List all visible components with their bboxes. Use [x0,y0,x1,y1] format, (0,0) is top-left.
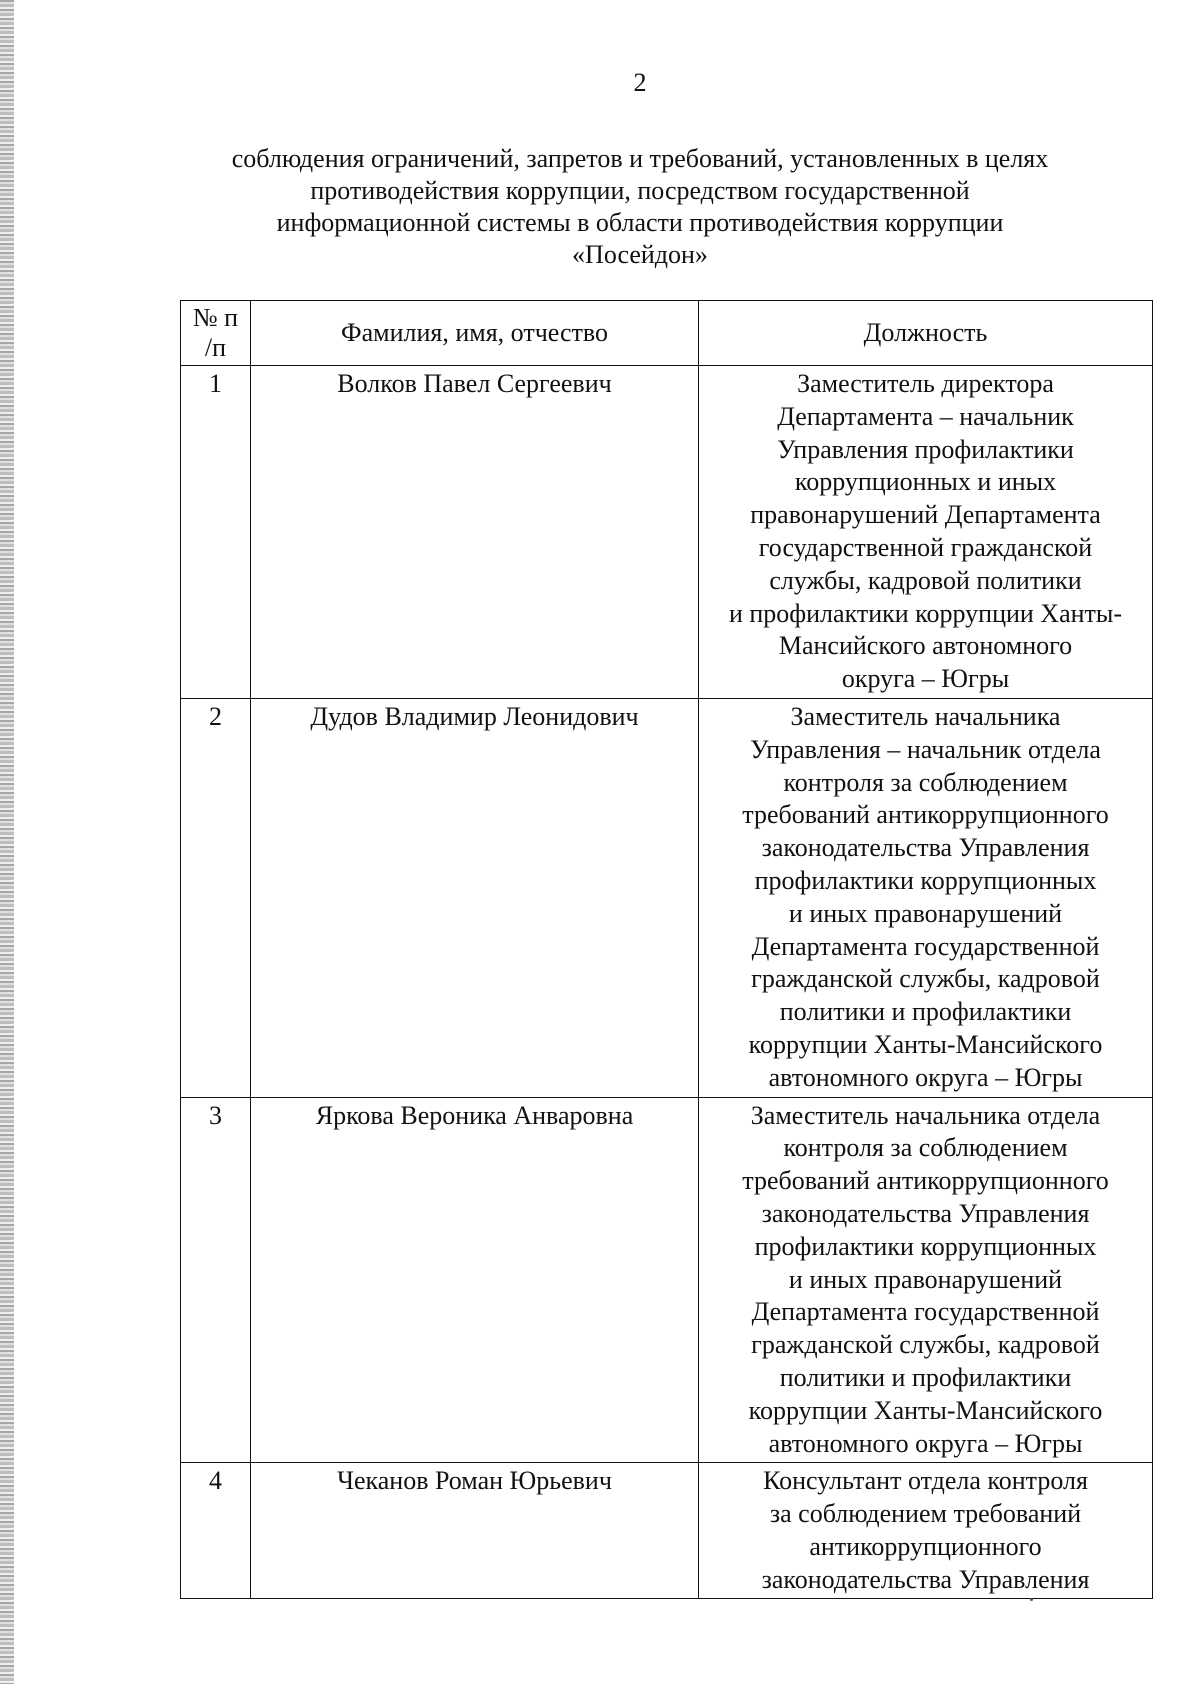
person-name: Чеканов Роман Юрьевич [251,1463,699,1599]
header-name: Фамилия, имя, отчество [251,301,699,366]
row-number: 1 [181,366,251,699]
row-number: 4 [181,1463,251,1599]
position-line: гражданской службы, кадровой [751,964,1100,994]
position-line: Управления профилактики [777,434,1074,464]
position-line: Заместитель директора [797,369,1054,398]
position-line: антикоррупционного [809,1531,1042,1561]
position-line: политики и профилактики [779,1362,1072,1392]
position-line: законодательства Управления [761,1198,1090,1228]
position-line: коррупции Ханты-Мансийского [748,1029,1103,1059]
table-row [181,366,1153,699]
position-line: автономного округа – Югры [768,1062,1083,1092]
heading-line: информационной системы в области противодействия коррупции [276,208,1004,237]
heading-line: «Посейдон» [572,240,708,269]
position-line: гражданской службы, кадровой [751,1330,1100,1360]
person-name: Яркова Вероника Анваровна [251,1097,699,1463]
heading-line: противодействия коррупции, посредством государственной [310,176,970,205]
document-heading [180,143,1100,271]
position-line: профилактики коррупционных [754,865,1097,895]
position-line: Департамента – начальник [777,401,1074,431]
position-line: округа – Югры [841,664,1010,694]
position-line: Управления – начальник отдела [750,734,1101,764]
staff-table [180,300,1153,1599]
position-line: Заместитель начальника отдела [750,1100,1101,1130]
position-line: коррупционных и иных [794,467,1057,497]
row-number: 2 [181,698,251,1097]
position-line: правонарушений Департамента [750,500,1101,530]
position-line: политики и профилактики [779,997,1072,1027]
position-line: требований антикоррупционного [742,800,1109,830]
heading-line: соблюдения ограничений, запретов и требований, установленных в целях [231,144,1049,173]
position-line: Заместитель начальника [790,701,1061,731]
position-line: за соблюдением требований [769,1499,1082,1529]
header-position: Должность [699,301,1153,366]
person-position [699,1463,1153,1599]
table-row [181,1463,1153,1599]
position-line: законодательства Управления [761,833,1090,863]
position-line: Департамента государственной [751,1297,1100,1327]
position-line: автономного округа – Югры [768,1428,1083,1458]
header-number-line: /п [204,333,227,362]
position-line: профилактики коррупционных [754,1231,1097,1261]
position-line: и иных правонарушений [788,1264,1063,1294]
table-row [181,698,1153,1097]
position-line: требований антикоррупционного [742,1166,1109,1196]
page-number: 2 [633,68,647,97]
position-line: Консультант отдела контроля [763,1466,1088,1496]
person-position [699,1097,1153,1463]
table-header-row [181,301,1153,366]
position-line: и профилактики коррупции Ханты- [728,598,1123,628]
position-line: контроля за соблюдением [783,767,1068,797]
person-position [699,366,1153,699]
position-line: и иных правонарушений [788,898,1063,928]
person-name: Дудов Владимир Леонидович [251,698,699,1097]
position-line: законодательства Управления [761,1564,1090,1594]
position-line: коррупции Ханты-Мансийского [748,1395,1103,1425]
scan-edge-artifact [0,0,14,1684]
position-line: Департамента государственной [751,931,1100,961]
person-name: Волков Павел Сергеевич [251,366,699,699]
position-line: контроля за соблюдением [783,1133,1068,1163]
person-position [699,698,1153,1097]
position-line: Мансийского автономного [778,631,1073,661]
position-line: службы, кадровой политики [769,565,1082,595]
table-row [181,1097,1153,1463]
row-number: 3 [181,1097,251,1463]
position-line: государственной гражданской [758,532,1093,562]
header-number-line: № п [192,303,239,332]
header-number [181,301,251,366]
scan-speck [1030,1598,1033,1601]
